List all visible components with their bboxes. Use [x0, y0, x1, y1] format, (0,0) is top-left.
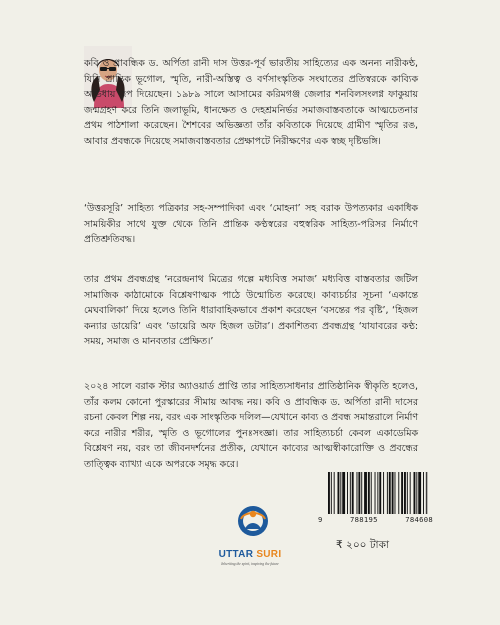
bio-paragraph-2	[84, 201, 418, 248]
bio-paragraph-3-text: তার প্রথম প্রবন্ধগ্রন্থ ‘নরেন্দ্রনাথ মিত্রের গল্পে মধ্যবিত্ত সমাজ’ মধ্যবিত্ত বাস্তবতার জটিল সামাজিক কাঠামোকে বিশ্লেষণাত্মক পাঠে উন্মোচিত করেছে। কাব্যচর্চার সূচনা ‘একান্তে মেঘবালিকা’ দিয়ে হলেও তিনি ধারাবাহিকভাবে প্রকাশ করেছেন ‘বসন্তের পর বৃষ্টি’, ‘হিজল কন্যার ডায়েরি’ এবং ‘ডায়েরি অফ হিজল ডটার’। প্রকাশিতব্য প্রবন্ধগ্রন্থ ‘যাযাবরের কণ্ঠ: সময়, সমাজ ও মানবতার প্রেক্ষিত।’	[84, 274, 418, 348]
isbn-left-group: 788195	[350, 515, 378, 524]
bio-paragraph-1-text: কবি ও প্রাবন্ধিক ড. অর্পিতা রানী দাস উত্তর-পূর্ব ভারতীয় সাহিত্যের এক অনন্য নারীকণ্ঠ, যিনি প্রান্তিক ভূগোল, স্মৃতি, নারী-অস্তিত্ব ও বর্ণসাংস্কৃতিক সংঘাতের প্রতিস্বরকে কাব্যিক অভিধায় রূপ দিয়েছেন। ১৯৮৯ সালে আসামের করিমগঞ্জ জেলার শনবিলসংলগ্ন ফাকুয়ায় জন্মগ্রহণ করে তিনি জলাভূমি, ধানক্ষেত ও দেহশ্রমনির্ভর সমাজবাস্তবতাকে আত্মচেতনার প্রথম পাঠশালা করেছেন। শৈশবের অভিজ্ঞতা তাঁর কবিতাকে দিয়েছে গ্রামীণ স্মৃতির রঙ, আবার প্রবন্ধকে দিয়েছে সমাজবাস্তবতার প্রেক্ষাপটে নিরীক্ষণের এক স্বচ্ছ দৃষ্টিভঙ্গি।	[84, 58, 418, 147]
isbn-right-group: 784608	[405, 515, 433, 524]
isbn-barcode	[318, 468, 433, 526]
isbn-first-digit: 9	[318, 515, 323, 524]
publisher-logo	[200, 505, 300, 585]
bio-paragraph-4-text: ২০২৪ সালে বরাক স্টার অ্যাওয়ার্ড প্রাপ্তি তার সাহিত্যসাধনার প্রাতিষ্ঠানিক স্বীকৃতি হলেও, তাঁর কলম কোনো পুরস্কারের সীমায় আবদ্ধ নয়। কবি ও প্রাবন্ধিক ড. অর্পিতা রানী দাসের রচনা কেবল শিল্প নয়, বরং এক সাংস্কৃতিক দলিল—যেখানে কাব্য ও প্রবন্ধ সমান্তরালে নির্মাণ করে নারীর শরীর, স্মৃতি ও ভূগোলের পুনঃসংজ্ঞা। তার সাহিত্যচর্চা কেবল একাডেমিক বিশ্লেষণ নয়, বরং তা জীবনদর্শনের প্রতীক, যেখানে কাব্যের আত্মস্বীকারোক্তি ও প্রবন্ধের তাত্ত্বিক ব্যাখ্যা একে অপরকে সমৃদ্ধ করে।	[84, 381, 418, 470]
publisher-tagline: Inheriting the spirit, inspiring the future	[221, 562, 279, 566]
bio-paragraph-2-text: ‘উত্তরসূরি’ সাহিত্য পত্রিকার সহ-সম্পাদিকা এবং ‘মোহনা’ সহ বরাক উপত্যকার একাধিক সাময়িকীর সাথে যুক্ত থেকে তিনি প্রান্তিক কণ্ঠস্বরের বহুস্বরিক সাহিত্য-পরিসর নির্মাণে প্রতিশ্রুতিবদ্ধ।	[84, 203, 418, 246]
isbn-number	[318, 515, 433, 525]
publisher-name-part1: UTTAR	[218, 549, 254, 560]
bio-paragraph-3	[84, 272, 418, 350]
publisher-name	[200, 549, 300, 560]
publisher-name-part2: SURI	[256, 549, 282, 560]
publisher-emblem-icon	[236, 505, 270, 537]
barcode-bars	[328, 472, 428, 514]
bio-paragraph-1	[84, 56, 418, 150]
price-label: ₹ ২০০ টাকা	[336, 539, 389, 551]
bio-paragraph-4	[84, 379, 418, 473]
